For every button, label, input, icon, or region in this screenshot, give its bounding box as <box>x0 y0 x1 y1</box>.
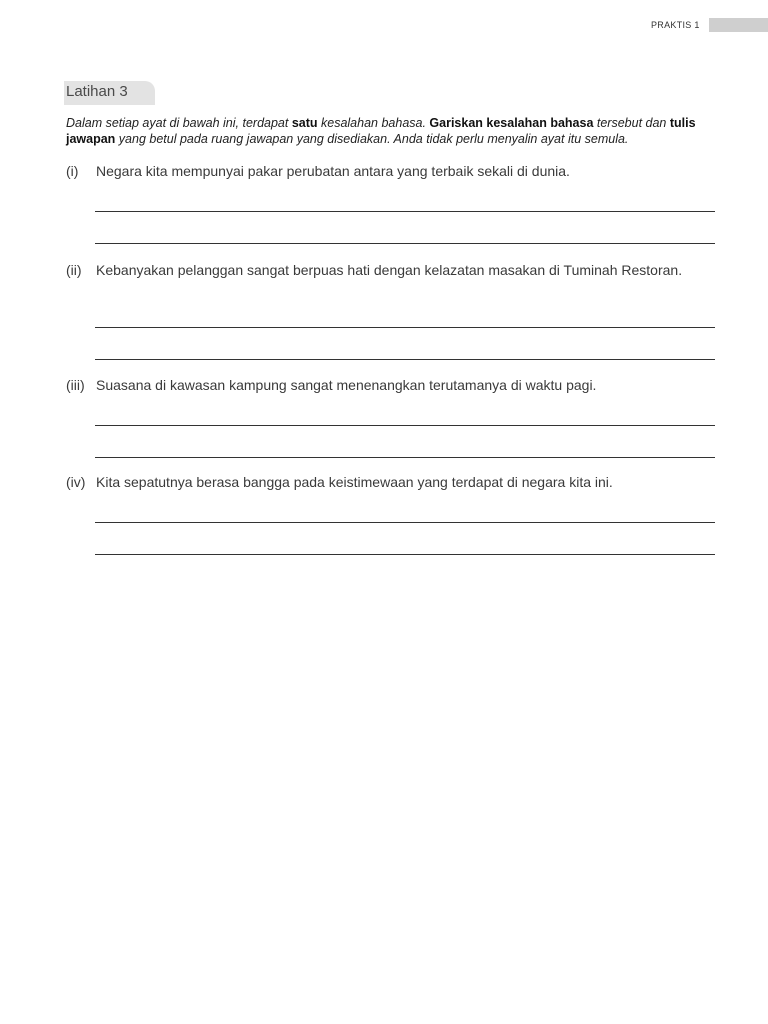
answer-line[interactable] <box>95 425 715 426</box>
answer-line[interactable] <box>95 211 715 212</box>
question-number: (ii) <box>66 262 82 278</box>
answer-line[interactable] <box>95 554 715 555</box>
instructions-bold-3: tulis jawapan <box>66 116 696 146</box>
instructions-text-1: Dalam setiap ayat di bawah ini, terdapat <box>66 116 292 130</box>
instructions-text-4: yang betul pada ruang jawapan yang disediakan. Anda tidak perlu menyalin ayat itu semula. <box>115 132 629 146</box>
question-text: Kita sepatutnya berasa bangga pada keistimewaan yang terdapat di negara kita ini. <box>96 474 613 490</box>
answer-line[interactable] <box>95 243 715 244</box>
question-text: Negara kita mempunyai pakar perubatan antara yang terbaik sekali di dunia. <box>96 163 570 179</box>
question-number: (iv) <box>66 474 86 490</box>
answer-line[interactable] <box>95 327 715 328</box>
section-title: Latihan 3 <box>66 83 128 100</box>
answer-line[interactable] <box>95 522 715 523</box>
question-number: (i) <box>66 163 79 179</box>
answer-line[interactable] <box>95 457 715 458</box>
instructions-bold-1: satu <box>291 116 318 130</box>
instructions <box>66 115 726 147</box>
question-text: Suasana di kawasan kampung sangat menenangkan terutamanya di waktu pagi. <box>96 377 597 393</box>
page-header-label: PRAKTIS 1 <box>651 20 700 30</box>
instructions-text-2: kesalahan bahasa. <box>317 116 430 130</box>
instructions-bold-2: Gariskan kesalahan bahasa <box>429 116 594 130</box>
question-text: Kebanyakan pelanggan sangat berpuas hati dengan kelazatan masakan di Tuminah Restoran. <box>96 262 683 278</box>
answer-line[interactable] <box>95 359 715 360</box>
instructions-text-3: tersebut dan <box>593 116 670 130</box>
header-bar <box>709 18 768 32</box>
question-number: (iii) <box>66 377 85 393</box>
